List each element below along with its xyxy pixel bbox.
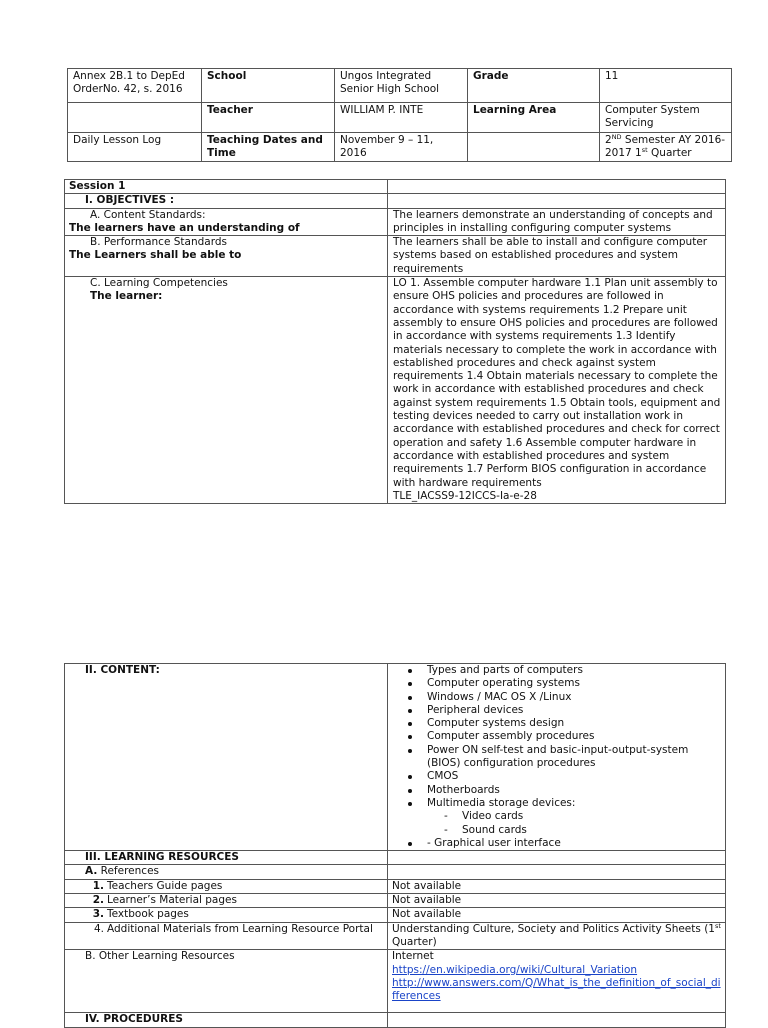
references-text: References [97, 865, 159, 878]
header-table [67, 68, 732, 162]
teaching-dates-label: Teaching Dates and Time [202, 132, 335, 162]
ref-row-label [65, 894, 388, 908]
school-value: Ungos Integrated Senior High School [335, 69, 468, 103]
ref4-value-main: Understanding Culture, Society and Politics Activity Sheets (1 [392, 922, 715, 935]
learning-area-value: Computer System Servicing [600, 103, 732, 133]
list-item: Computer systems design [392, 717, 721, 730]
list-item: Computer operating systems [392, 677, 721, 690]
internet-label: Internet [392, 950, 434, 963]
learning-competencies-sub: The learner: [90, 290, 163, 303]
sub-list-item: - Sound cards [392, 824, 721, 837]
session-title: Session 1 [65, 180, 388, 194]
list-item: Motherboards [392, 784, 721, 797]
other-resources-label: B. Other Learning Resources [65, 950, 388, 1013]
ref4-value-end: Quarter) [392, 935, 437, 948]
ref-label: Textbook pages [107, 908, 189, 921]
ref-row-label [65, 908, 388, 922]
ref-value-additional [388, 922, 726, 950]
list-item: Peripheral devices [392, 704, 721, 717]
grade-label: Grade [468, 69, 600, 103]
content-standards-cell [65, 208, 388, 236]
content-standards-text: The learners demonstrate an understanding of concepts and principles in installing configuring computer systems [388, 208, 726, 236]
ref-number: 3. [92, 908, 104, 921]
wikipedia-link[interactable]: https://en.wikipedia.org/wiki/Cultural_Variation [392, 963, 638, 976]
sub-list-item: - Video cards [392, 810, 721, 823]
semester-mid: Semester AY 2016-2017 1 [605, 133, 726, 159]
annex-label: Annex 2B.1 to DepEd OrderNo. 42, s. 2016 [68, 69, 202, 103]
performance-standards-cell [65, 236, 388, 277]
content-list [392, 664, 721, 810]
ref-row-label [65, 879, 388, 893]
references-label [65, 865, 388, 879]
content-standards-label: A. Content Standards: [90, 208, 206, 221]
answers-link[interactable]: http://www.answers.com/Q/What_is_the_definition_of_social_differences [392, 976, 721, 1003]
list-item: Power ON self-test and basic-input-output-system (BIOS) configuration procedures [392, 744, 721, 771]
ref-row-label [65, 922, 388, 950]
learning-area-label: Learning Area [468, 103, 600, 133]
empty-cell [388, 194, 726, 208]
objectives-table [64, 179, 726, 504]
performance-standards-sub: The Learners shall be able to [69, 249, 242, 262]
learning-competencies-cell [65, 277, 388, 504]
ref-label: Additional Materials from Learning Resource Portal [107, 922, 373, 935]
list-item: CMOS [392, 770, 721, 783]
ref-label: Teachers Guide pages [107, 879, 223, 892]
learning-resources-heading: III. LEARNING RESOURCES [65, 851, 388, 865]
ref-value: Not available [388, 894, 726, 908]
semester-num: 2 [605, 133, 612, 146]
ref-number: 4. [93, 922, 104, 935]
teacher-label: Teacher [202, 103, 335, 133]
performance-standards-label: B. Performance Standards [90, 236, 227, 249]
empty-cell [388, 1013, 726, 1027]
objectives-heading: I. OBJECTIVES : [65, 194, 388, 208]
content-heading: II. CONTENT: [65, 664, 388, 851]
semester-sup: ND [611, 132, 622, 141]
list-item: Types and parts of computers [392, 664, 721, 677]
content-list-tail [392, 837, 721, 850]
daily-lesson-log: Daily Lesson Log [68, 132, 202, 162]
semester-value [600, 132, 732, 162]
list-item: Windows / MAC OS X /Linux [392, 691, 721, 704]
learning-competencies-label: C. Learning Competencies [90, 277, 228, 290]
content-list-cell [388, 664, 726, 851]
ref-value: Not available [388, 879, 726, 893]
ref-label: Learner’s Material pages [107, 894, 237, 907]
empty-cell [388, 851, 726, 865]
teaching-dates-value: November 9 – 11, 2016 [335, 132, 468, 162]
teacher-value: WILLIAM P. INTE [335, 103, 468, 133]
learning-competencies-cell-right [388, 277, 726, 504]
empty-cell [388, 180, 726, 194]
quarter-sup: st [641, 145, 648, 154]
list-item: Multimedia storage devices: [392, 797, 721, 810]
list-item: - Graphical user interface [392, 837, 721, 850]
performance-standards-text: The learners shall be able to install and configure computer systems based on established procedures and system requirements [388, 236, 726, 277]
school-label: School [202, 69, 335, 103]
ref-value: Not available [388, 908, 726, 922]
empty-cell [388, 865, 726, 879]
ref4-value-sup: st [714, 921, 721, 930]
content-table [64, 663, 726, 1028]
procedures-heading: IV. PROCEDURES [65, 1013, 388, 1027]
content-standards-sub: The learners have an understanding of [69, 221, 300, 234]
empty-cell [68, 103, 202, 133]
list-item: Computer assembly procedures [392, 730, 721, 743]
storage-sub-list [392, 810, 721, 837]
empty-cell [468, 132, 600, 162]
semester-end: Quarter [647, 146, 692, 159]
competency-code: TLE_IACSS9-12ICCS-Ia-e-28 [393, 489, 537, 502]
grade-value: 11 [600, 69, 732, 103]
references-letter: A. [85, 865, 98, 878]
ref-number: 2. [92, 894, 104, 907]
learning-competencies-text: LO 1. Assemble computer hardware 1.1 Plan unit assembly to ensure OHS policies and procedures are followed in accordance with systems requirements 1.2 Prepare unit assembly to ensure OHS policies and procedures are followed in accordance with systems requirements 1.3 Identify materials necessary to complete the work in accordance with established procedures and check against system requirements 1.4 Obtain materials necessary to complete the work in accordance with established procedures and check against system requirements 1.5 Obtain tools, equipment and testing devices needed to carry out installation work in accordance with established procedures and check for correct operation and safety 1.6 Assemble computer hardware in accordance with established procedures and system requirements 1.7 Perform BIOS configuration in accordance with hardware requirements [393, 277, 721, 489]
other-resources-cell [388, 950, 726, 1013]
ref-number: 1. [92, 879, 104, 892]
